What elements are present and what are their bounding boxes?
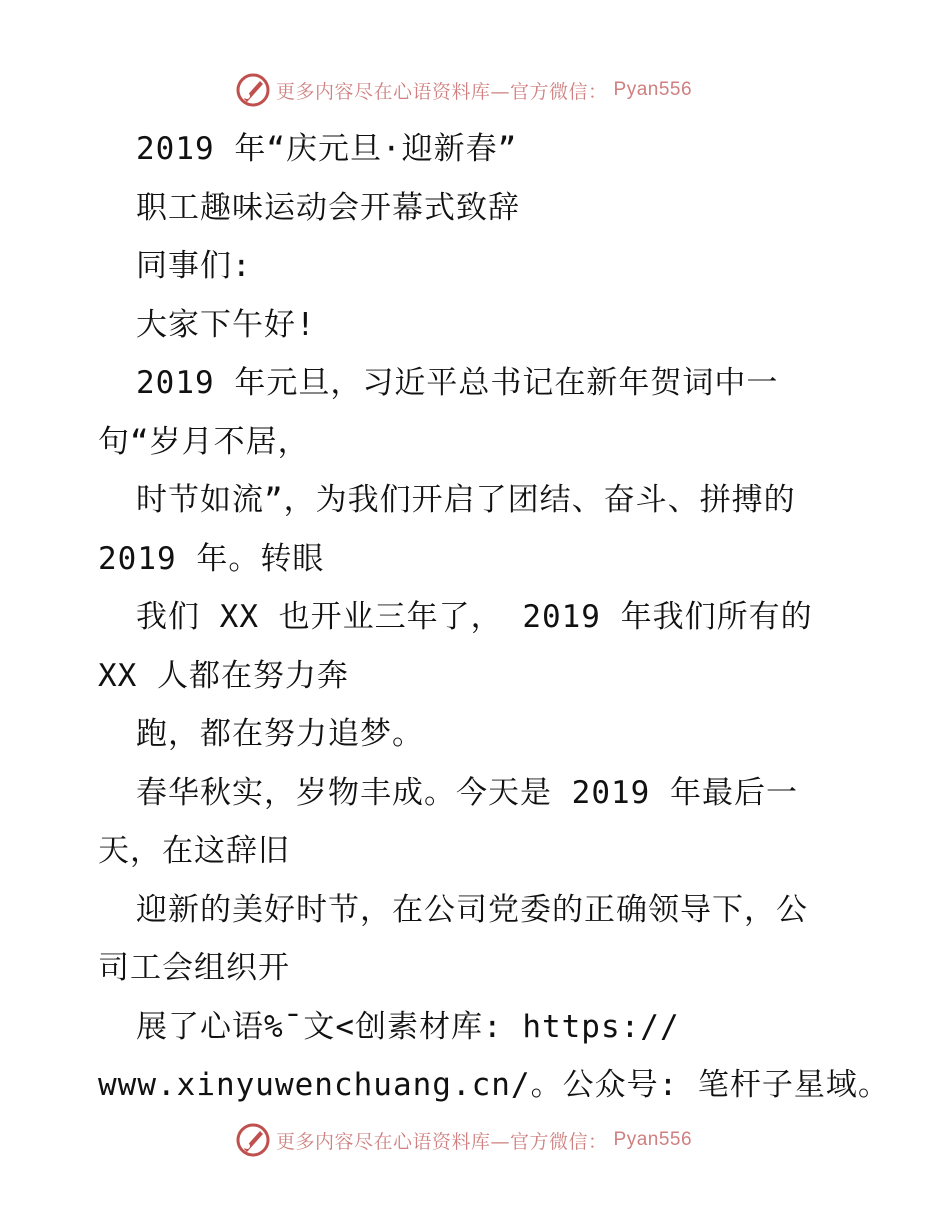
watermark-text: 更多内容尽在心语资料库—官方微信： <box>276 80 608 103</box>
text-line: 我们 XX 也开业三年了， 2019 年我们所有的 <box>136 599 813 635</box>
text-line: 时节如流”，为我们开启了团结、奋斗、拼搏的 <box>136 482 796 518</box>
watermark-wechat-id: Pyan556 <box>613 79 693 100</box>
text-line: 大家下午好! <box>136 306 316 343</box>
document-body <box>98 120 890 1115</box>
text-line: 职工趣味运动会开幕式致辞 <box>136 189 520 226</box>
brush-pen-logo-icon <box>236 1123 270 1157</box>
text-line: 句“岁月不居， <box>98 423 310 460</box>
footer-watermark <box>236 1122 692 1158</box>
text-line: 跑，都在努力追梦。 <box>136 716 424 752</box>
text-line: 天，在这辞旧 <box>98 833 290 869</box>
header-watermark <box>236 72 692 108</box>
text-line: 2019 年。转眼 <box>98 540 325 577</box>
brush-pen-logo-icon <box>236 73 270 107</box>
text-line: 同事们: <box>136 248 252 284</box>
text-line: 2019 年元旦，习近平总书记在新年贺词中一 <box>136 365 779 401</box>
text-line: XX 人都在努力奔 <box>98 657 349 694</box>
text-line: www.xinyuwenchuang.cn/。公众号: 笔杆子星域。 <box>98 1067 890 1103</box>
text-line: 司工会组织开 <box>98 950 290 986</box>
watermark-wechat-id: Pyan556 <box>613 1129 693 1150</box>
text-line: 2019 年“庆元旦·迎新春” <box>136 131 518 167</box>
text-line: 春华秋实，岁物丰成。今天是 2019 年最后一 <box>136 774 798 811</box>
watermark-text: 更多内容尽在心语资料库—官方微信： <box>276 1130 608 1153</box>
text-line: 展了心语%¯文<创素材库: https:// <box>136 1008 680 1045</box>
text-line: 迎新的美好时节，在公司党委的正确领导下，公 <box>136 891 808 928</box>
